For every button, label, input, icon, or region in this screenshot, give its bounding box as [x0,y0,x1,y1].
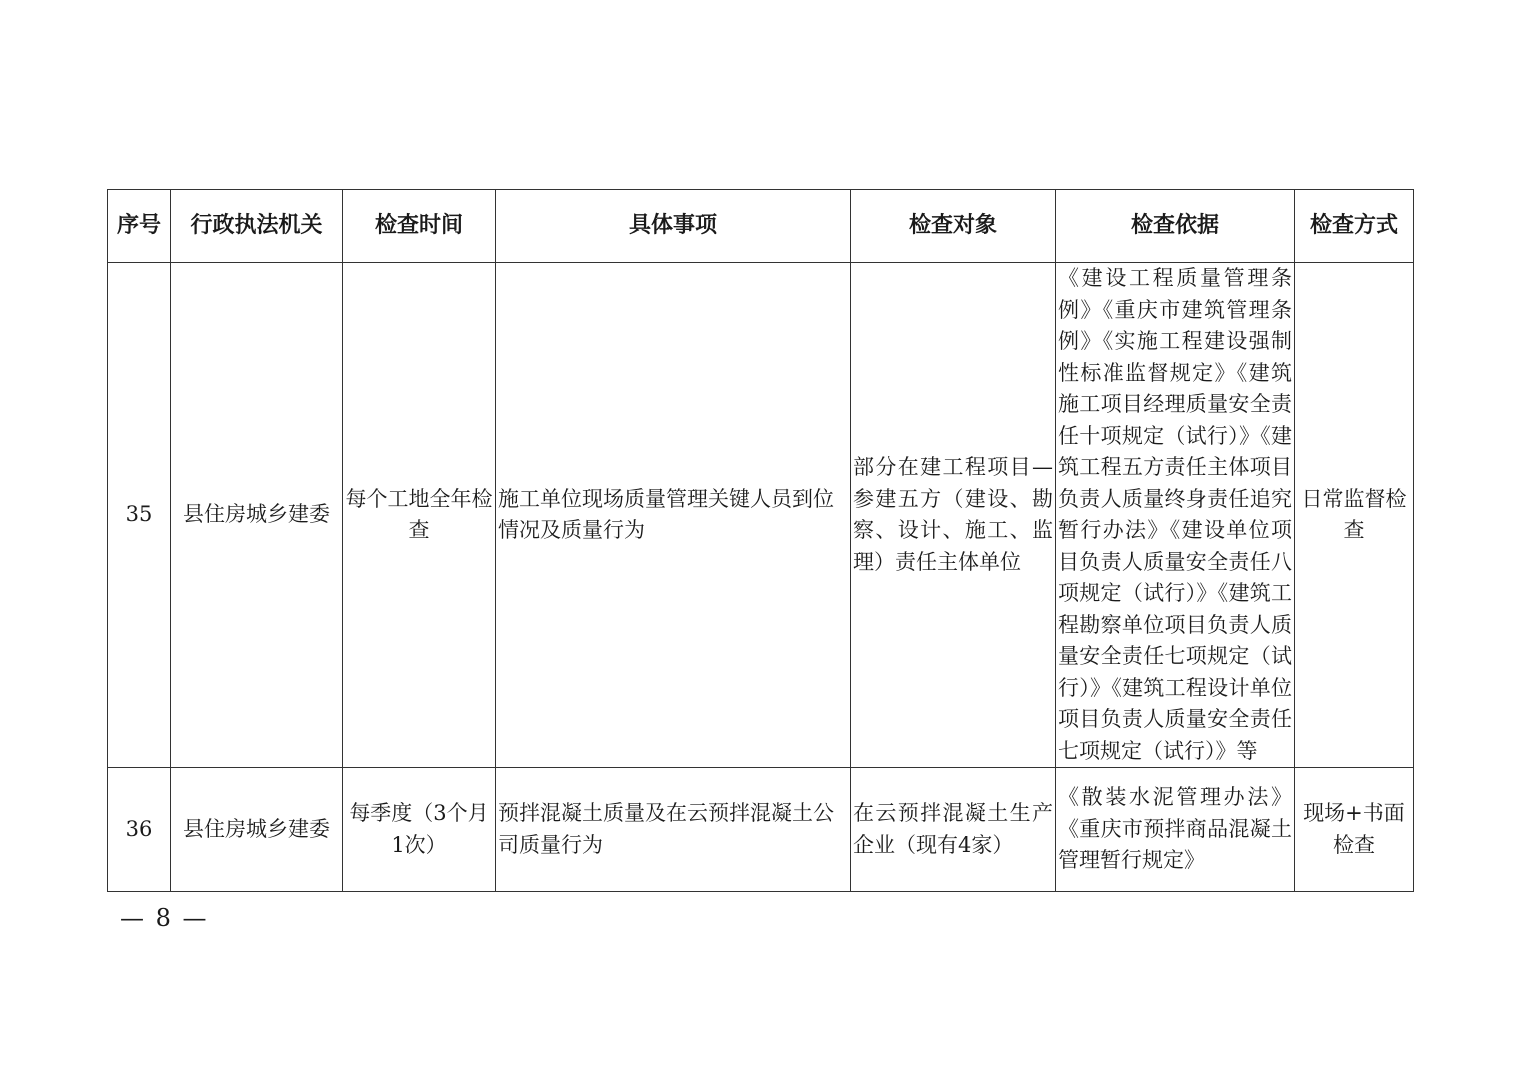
page-number: — 8 — [120,904,209,932]
cell-inspection-object: 在云预拌混凝土生产企业（现有4家） [851,768,1056,892]
cell-inspection-time: 每个工地全年检查 [343,263,496,768]
header-inspection-time: 检查时间 [343,190,496,263]
header-inspection-method: 检查方式 [1295,190,1414,263]
header-inspection-basis: 检查依据 [1056,190,1295,263]
cell-agency: 县住房城乡建委 [171,768,343,892]
cell-inspection-method: 现场+书面检查 [1295,768,1414,892]
table-row [108,768,1414,892]
cell-agency: 县住房城乡建委 [171,263,343,768]
cell-inspection-basis: 《散装水泥管理办法》《重庆市预拌商品混凝土管理暂行规定》 [1056,768,1295,892]
header-serial-no: 序号 [108,190,171,263]
header-specific-matter: 具体事项 [496,190,851,263]
cell-specific-matter: 施工单位现场质量管理关键人员到位情况及质量行为 [496,263,851,768]
table-header-row [108,190,1414,263]
cell-serial-no: 36 [108,768,171,892]
header-agency: 行政执法机关 [171,190,343,263]
cell-specific-matter: 预拌混凝土质量及在云预拌混凝土公司质量行为 [496,768,851,892]
cell-inspection-basis: 《建设工程质量管理条例》《重庆市建筑管理条例》《实施工程建设强制性标准监督规定》《建筑施工项目经理质量安全责任十项规定（试行）》《建筑工程五方责任主体项目负责人质量终身责任追究暂行办法》《建设单位项目负责人质量安全责任八项规定（试行）》《建筑工程勘察单位项目负责人质量安全责任七项规定（试行）》《建筑工程设计单位项目负责人质量安全责任七项规定（试行）》等 [1056,263,1295,768]
cell-serial-no: 35 [108,263,171,768]
inspection-table [107,189,1414,892]
cell-inspection-time: 每季度（3个月1次） [343,768,496,892]
header-inspection-object: 检查对象 [851,190,1056,263]
table-row [108,263,1414,768]
cell-inspection-object: 部分在建工程项目—参建五方（建设、勘察、设计、施工、监理）责任主体单位 [851,263,1056,768]
cell-inspection-method: 日常监督检查 [1295,263,1414,768]
